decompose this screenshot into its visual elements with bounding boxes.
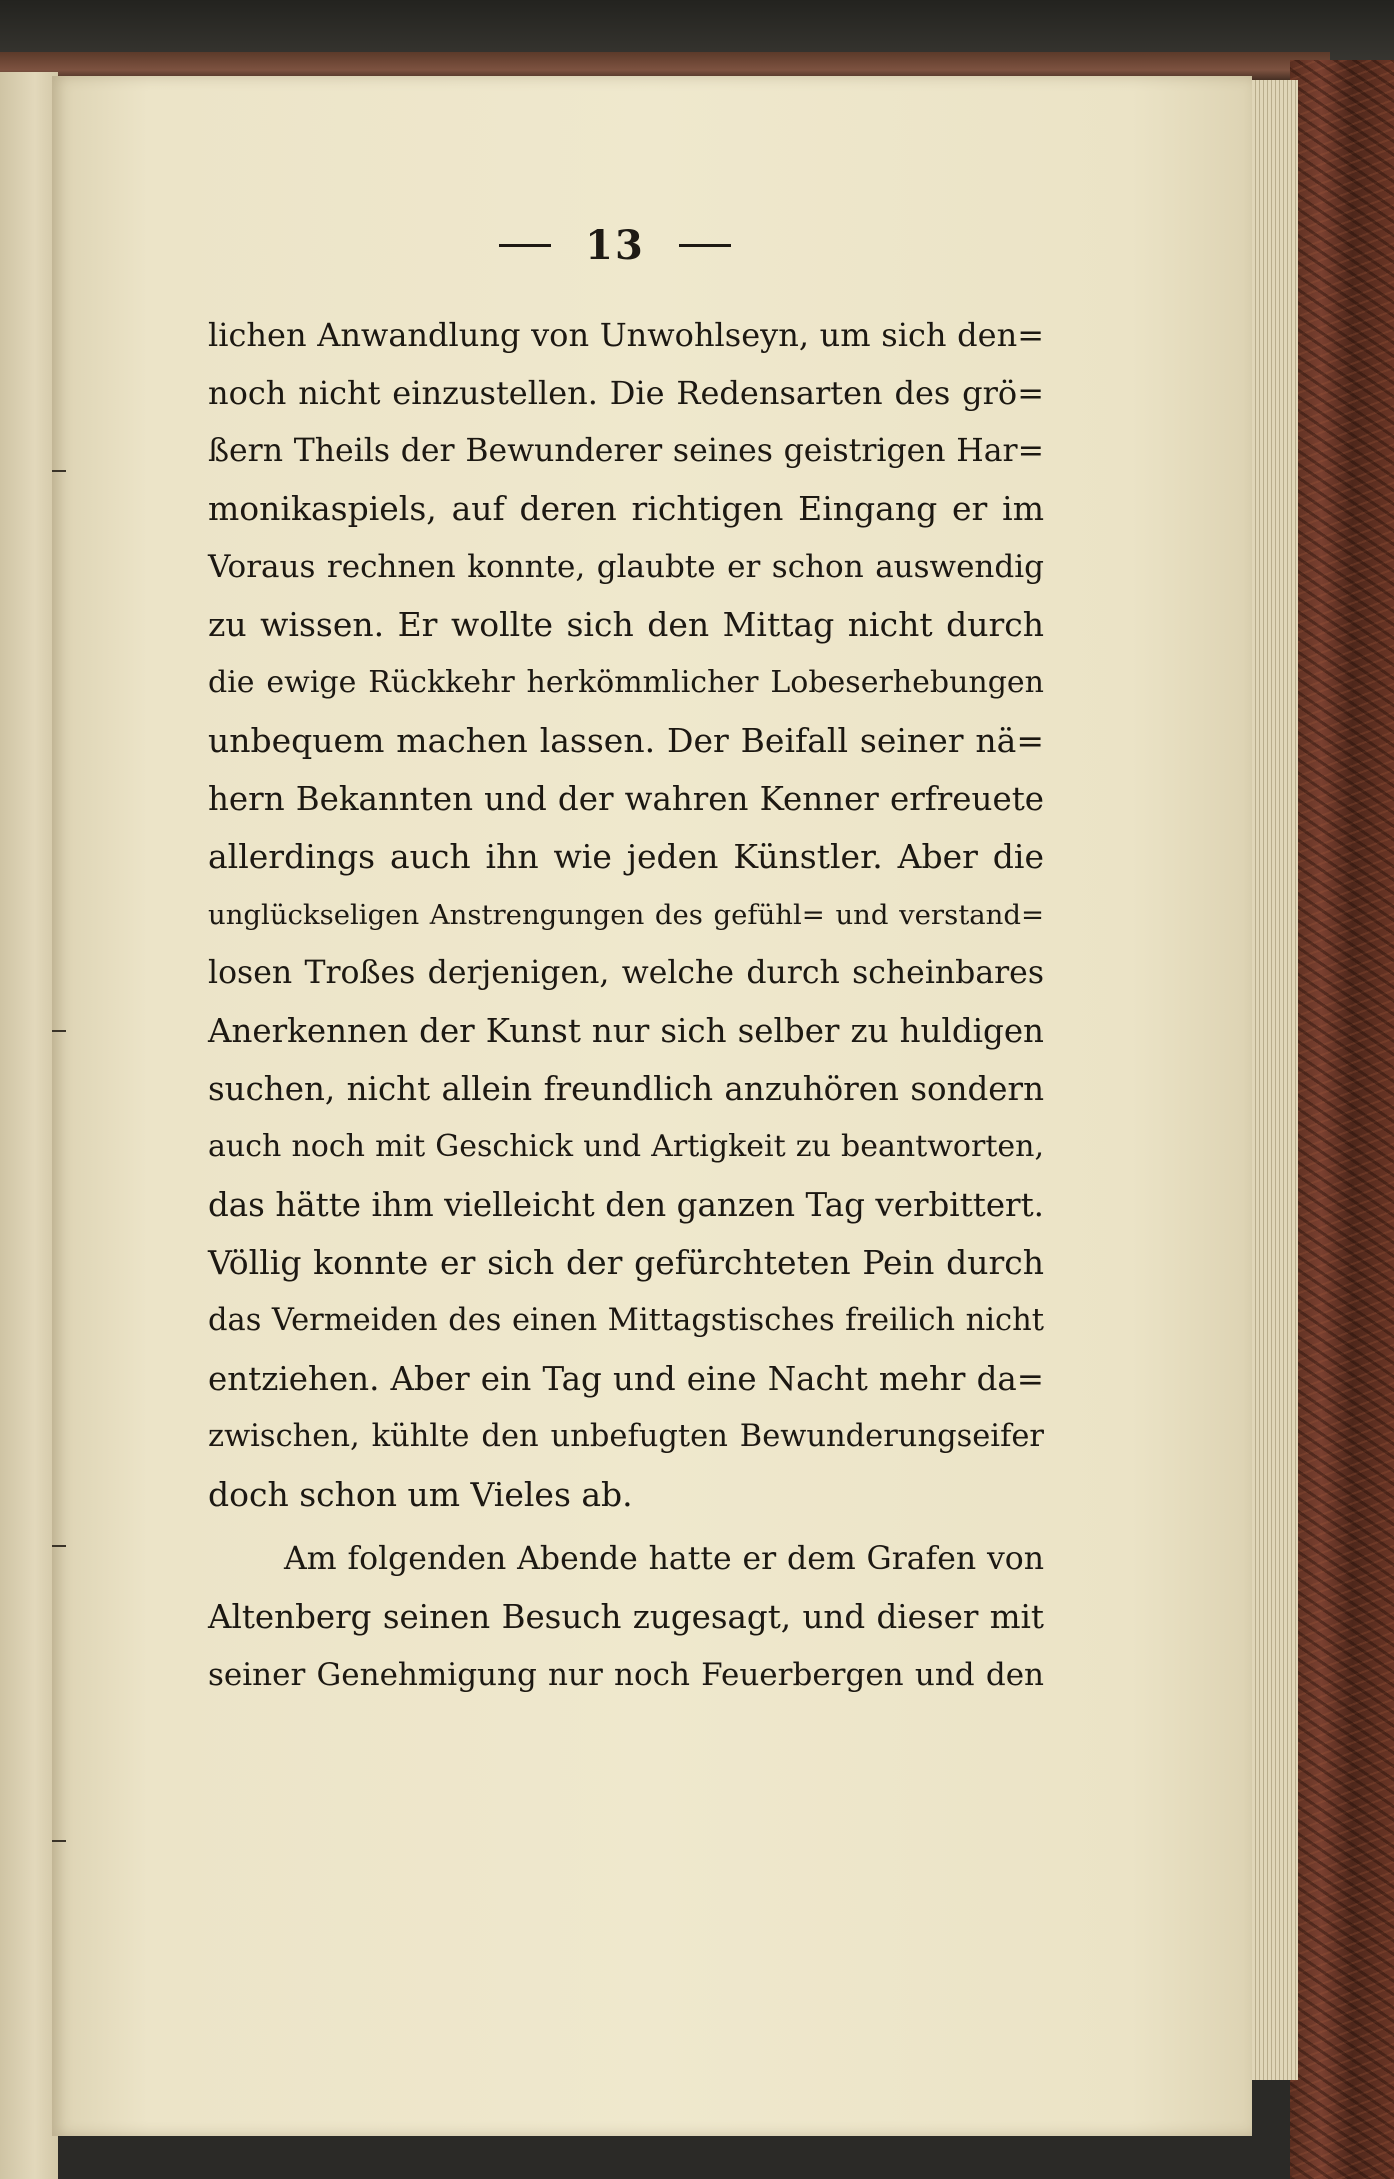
page-number: 13 [585,221,645,269]
text-line: seiner Genehmigung nur noch Feuerbergen und den [208,1657,1044,1693]
text-line: Am folgenden Abende hatte er dem Grafen von [284,1541,1044,1577]
paragraph-1 [208,306,1044,1524]
text-line: monikaspiels, auf deren richtigen Eingang er im [208,489,1044,528]
header-dash-right [679,244,731,247]
text-line: lichen Anwandlung von Unwohlseyn, um sich den= [208,316,1044,354]
text-line: Völlig konnte er sich der gefürchteten Pein durch [208,1243,1044,1282]
text-line: unbequem machen lassen. Der Beifall seiner nä= [208,721,1044,760]
text-line: die ewige Rückkehr herkömmlicher Lobeserhebungen [208,665,1044,700]
text-line: unglückseligen Anstrengungen des gefühl= und verstand= [208,899,1044,931]
text-line: Voraus rechnen konnte, glaubte er schon auswendig [208,549,1044,585]
text-line: das hätte ihm vielleicht den ganzen Tag verbittert. [208,1186,1044,1224]
text-line: zu wissen. Er wollte sich den Mittag nicht durch [208,605,1044,644]
text-line: suchen, nicht allein freundlich anzuhören sondern [208,1070,1044,1108]
gutter-mark [52,1840,66,1842]
text-line: zwischen, kühlte den unbefugten Bewunderungseifer [208,1419,1044,1454]
text-line: ßern Theils der Bewunderer seines geistrigen Har= [208,433,1044,469]
gutter-mark [52,470,66,472]
text-line: Anerkennen der Kunst nur sich selber zu huldigen [208,1012,1044,1050]
text-line: entziehen. Aber ein Tag und eine Nacht mehr da= [208,1360,1044,1398]
gutter-mark [52,1545,66,1547]
facing-page-edge [0,72,58,2179]
text-line: allerdings auch ihn wie jeden Künstler. Aber die [208,837,1044,876]
text-line: auch noch mit Geschick und Artigkeit zu beantworten, [208,1129,1044,1164]
page-header [480,215,750,275]
text-line: doch schon um Vieles ab. [208,1475,633,1514]
text-line: noch nicht einzustellen. Die Redensarten des grö= [208,374,1044,412]
text-line: das Vermeiden des einen Mittagstisches freilich nicht [208,1303,1044,1338]
book-cover-right [1290,60,1394,2179]
text-line: Altenberg seinen Besuch zugesagt, und dieser mit [208,1598,1044,1636]
header-dash-left [499,244,551,247]
body-text [208,306,1044,1704]
text-line: hern Bekannten und der wahren Kenner erfreuete [208,780,1044,818]
text-line: losen Troßes derjenigen, welche durch scheinbares [208,955,1044,991]
paragraph-2 [208,1530,1044,1704]
gutter-mark [52,1030,66,1032]
